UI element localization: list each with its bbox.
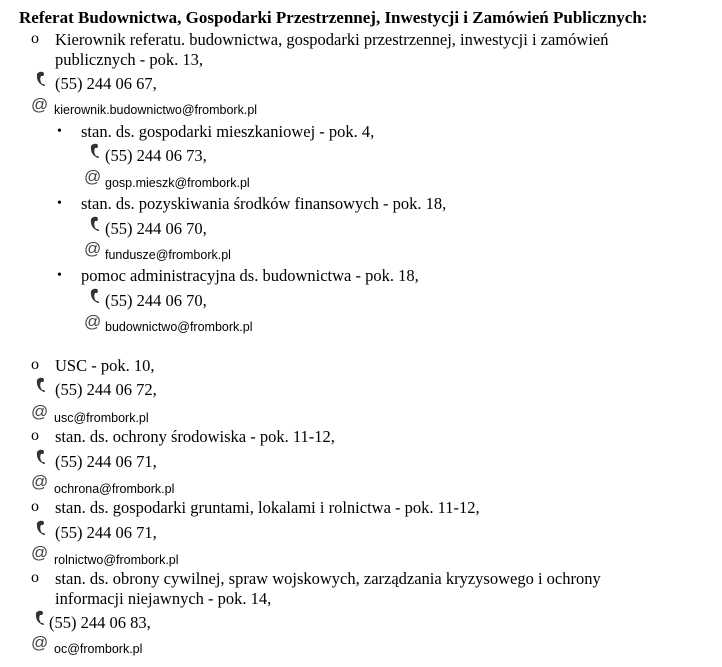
list-marker: o — [31, 427, 39, 444]
item-label: stan. ds. ochrony środowiska - pok. 11-12, — [55, 427, 335, 446]
at-icon: @ — [31, 95, 49, 114]
subitem-email[interactable]: gosp.mieszk@frombork.pl — [105, 176, 250, 190]
phone-icon — [88, 143, 102, 164]
subitem-email[interactable]: budownictwo@frombork.pl — [105, 320, 253, 334]
at-icon: @ — [31, 402, 49, 421]
item-email[interactable]: ochrona@frombork.pl — [54, 482, 175, 496]
subitem-phone: (55) 244 06 70, — [105, 219, 207, 238]
phone-icon — [88, 216, 102, 237]
kierownik-line1: Kierownik referatu. budownictwa, gospodarki przestrzennej, inwestycji i zamówień — [55, 30, 609, 49]
oc-line1: stan. ds. obrony cywilnej, spraw wojskowych, zarządzania kryzysowego i ochrony — [55, 569, 601, 588]
at-icon: @ — [31, 472, 49, 491]
subitem-email[interactable]: fundusze@frombork.pl — [105, 248, 231, 262]
phone-icon — [34, 520, 48, 541]
bullet-marker: • — [57, 268, 62, 283]
oc-line2: informacji niejawnych - pok. 14, — [55, 589, 272, 608]
list-marker: o — [31, 356, 39, 373]
phone-icon — [34, 449, 48, 470]
phone-icon — [34, 377, 48, 398]
item-email[interactable]: rolnictwo@frombork.pl — [54, 553, 179, 567]
subitem-label: stan. ds. pozyskiwania środków finansowych - pok. 18, — [81, 194, 447, 213]
kierownik-phone: (55) 244 06 67, — [55, 74, 157, 93]
kierownik-line2: publicznych - pok. 13, — [55, 50, 204, 69]
list-marker: o — [31, 30, 39, 47]
phone-icon — [34, 71, 48, 92]
list-marker: o — [31, 569, 39, 586]
at-icon: @ — [84, 312, 102, 331]
at-icon: @ — [84, 239, 102, 258]
subitem-phone: (55) 244 06 73, — [105, 146, 207, 165]
item-email[interactable]: usc@frombork.pl — [54, 411, 149, 425]
bullet-marker: • — [57, 196, 62, 211]
oc-email[interactable]: oc@frombork.pl — [54, 642, 143, 656]
item-phone: (55) 244 06 71, — [55, 452, 157, 471]
item-label: USC - pok. 10, — [55, 356, 155, 375]
item-label: stan. ds. gospodarki gruntami, lokalami i rolnictwa - pok. 11-12, — [55, 498, 480, 517]
subitem-label: pomoc administracyjna ds. budownictwa - pok. 18, — [81, 266, 419, 285]
item-phone: (55) 244 06 72, — [55, 380, 157, 399]
list-marker: o — [31, 498, 39, 515]
at-icon: @ — [31, 543, 49, 562]
subitem-label: stan. ds. gospodarki mieszkaniowej - pok. 4, — [81, 122, 375, 141]
kierownik-email[interactable]: kierownik.budownictwo@frombork.pl — [54, 103, 258, 117]
subitem-phone: (55) 244 06 70, — [105, 291, 207, 310]
oc-phone: (55) 244 06 83, — [49, 613, 151, 632]
section-heading: Referat Budownictwa, Gospodarki Przestrzennej, Inwestycji i Zamówień Publicznych: — [19, 8, 648, 27]
at-icon: @ — [31, 633, 49, 652]
bullet-marker: • — [57, 124, 62, 139]
phone-icon — [88, 288, 102, 309]
at-icon: @ — [84, 167, 102, 186]
phone-icon — [33, 610, 47, 631]
item-phone: (55) 244 06 71, — [55, 523, 157, 542]
